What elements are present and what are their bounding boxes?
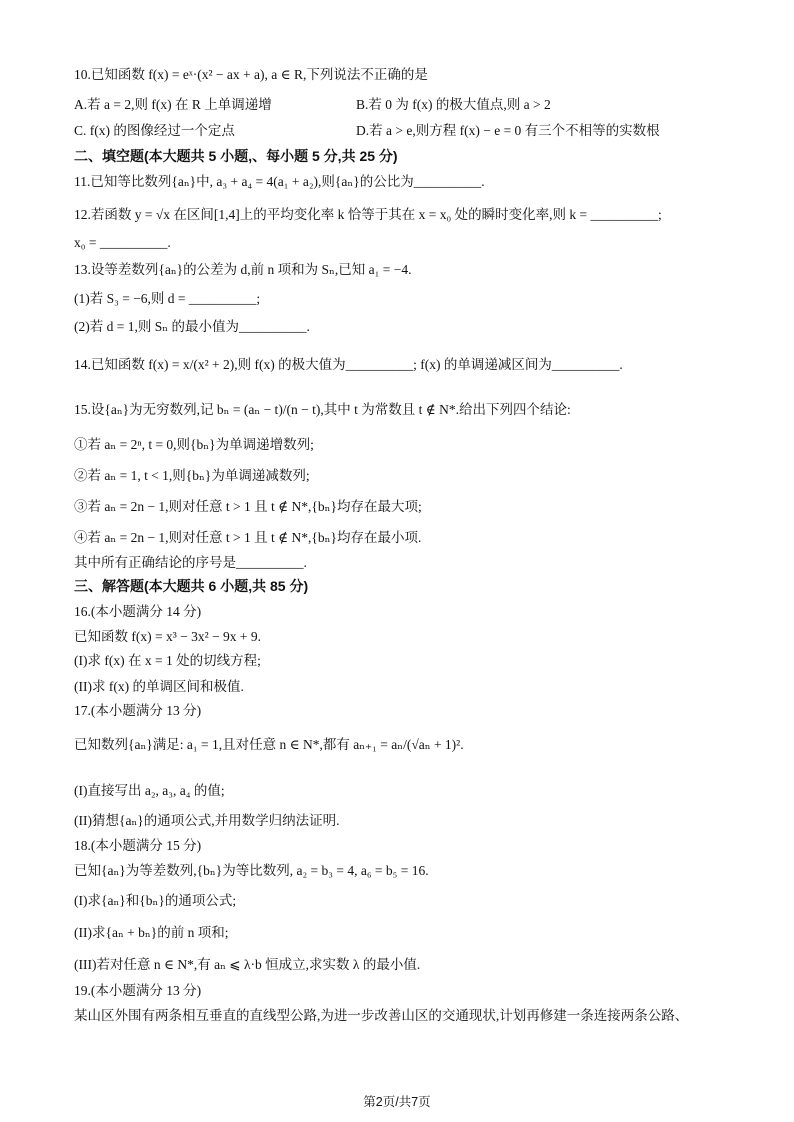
q18-title: 18.(本小题满分 15 分) xyxy=(74,838,202,853)
q13-stem: 13.设等差数列{aₙ}的公差为 d,前 n 项和为 Sₙ,已知 a₁ = −4. xyxy=(74,262,412,277)
q17-part1: (I)直接写出 a₂, a₃, a₄ 的值; xyxy=(74,783,225,798)
q16-part2: (II)求 f(x) 的单调区间和极值. xyxy=(74,679,244,694)
section-fill-in-heading: 二、填空题(本大题共 5 小题,、每小题 5 分,共 25 分) xyxy=(74,148,398,164)
q15-conclusion-3: ③若 aₙ = 2n − 1,则对任意 t > 1 且 t ∉ N*,{bₙ}均存在最大项; xyxy=(74,499,422,514)
q17-title: 17.(本小题满分 13 分) xyxy=(74,703,202,718)
q10-option-d: D.若 a > e,则方程 f(x) − e = 0 有三个不相等的实数根 xyxy=(356,123,660,138)
q12-line1: 12.若函数 y = √x 在区间[1,4]上的平均变化率 k 恰等于其在 x = x₀ 处的瞬时变化率,则 k = __________; xyxy=(74,207,662,222)
q18-part1: (I)求{aₙ}和{bₙ}的通项公式; xyxy=(74,893,237,908)
q18-part3: (III)若对任意 n ∈ N*,有 aₙ ⩽ λ·b 恒成立,求实数 λ 的最小值. xyxy=(74,957,421,972)
q11: 11.已知等比数列{aₙ}中, a₃ + a₄ = 4(a₁ + a₂),则{aₙ}的公比为__________. xyxy=(74,174,485,189)
q16-stem: 已知函数 f(x) = x³ − 3x² − 9x + 9. xyxy=(74,629,262,644)
q10-option-b: B.若 0 为 f(x) 的极大值点,则 a > 2 xyxy=(356,97,551,112)
q15-conclusion-1: ①若 aₙ = 2ⁿ, t = 0,则{bₙ}为单调递增数列; xyxy=(74,437,314,452)
q17-stem: 已知数列{aₙ}满足: a₁ = 1,且对任意 n ∈ N*,都有 aₙ₊₁ = aₙ/(√aₙ + 1)². xyxy=(74,737,464,752)
q15-conclusion-2: ②若 aₙ = 1, t < 1,则{bₙ}为单调递减数列; xyxy=(74,468,310,483)
q10-option-c: C. f(x) 的图像经过一个定点 xyxy=(74,123,235,138)
q15-conclusion-4: ④若 aₙ = 2n − 1,则对任意 t > 1 且 t ∉ N*,{bₙ}均存在最小项. xyxy=(74,530,422,545)
q16-part1: (I)求 f(x) 在 x = 1 处的切线方程; xyxy=(74,653,261,668)
q12-line2: x₀ = __________. xyxy=(74,235,171,250)
q14: 14.已知函数 f(x) = x/(x² + 2),则 f(x) 的极大值为__________; f(x) 的单调递减区间为__________. xyxy=(74,357,623,372)
q13-part2: (2)若 d = 1,则 Sₙ 的最小值为__________. xyxy=(74,319,310,334)
q17-part2: (II)猜想{aₙ}的通项公式,并用数学归纳法证明. xyxy=(74,813,340,828)
q19-stem: 某山区外围有两条相互垂直的直线型公路,为进一步改善山区的交通现状,计划再修建一条连接两条公路、 xyxy=(74,1008,689,1023)
q15-answer-prompt: 其中所有正确结论的序号是__________. xyxy=(74,555,307,570)
section-solution-heading: 三、解答题(本大题共 6 小题,共 85 分) xyxy=(74,578,309,594)
q18-stem: 已知{aₙ}为等差数列,{bₙ}为等比数列, a₂ = b₃ = 4, a₆ = b₅ = 16. xyxy=(74,863,429,878)
q16-title: 16.(本小题满分 14 分) xyxy=(74,604,202,619)
q18-part2: (II)求{aₙ + bₙ}的前 n 项和; xyxy=(74,925,229,940)
q10-option-a: A.若 a = 2,则 f(x) 在 R 上单调递增 xyxy=(74,97,272,112)
q19-title: 19.(本小题满分 13 分) xyxy=(74,983,202,998)
q10-stem: 10.已知函数 f(x) = eˣ·(x² − ax + a), a ∈ R,下列说法不正确的是 xyxy=(74,67,428,82)
q13-part1: (1)若 S₃ = −6,则 d = __________; xyxy=(74,291,261,306)
page-footer: 第2页/共7页 xyxy=(363,1095,431,1109)
q15-stem: 15.设{aₙ}为无穷数列,记 bₙ = (aₙ − t)/(n − t),其中 t 为常数且 t ∉ N*.给出下列四个结论: xyxy=(74,402,571,417)
